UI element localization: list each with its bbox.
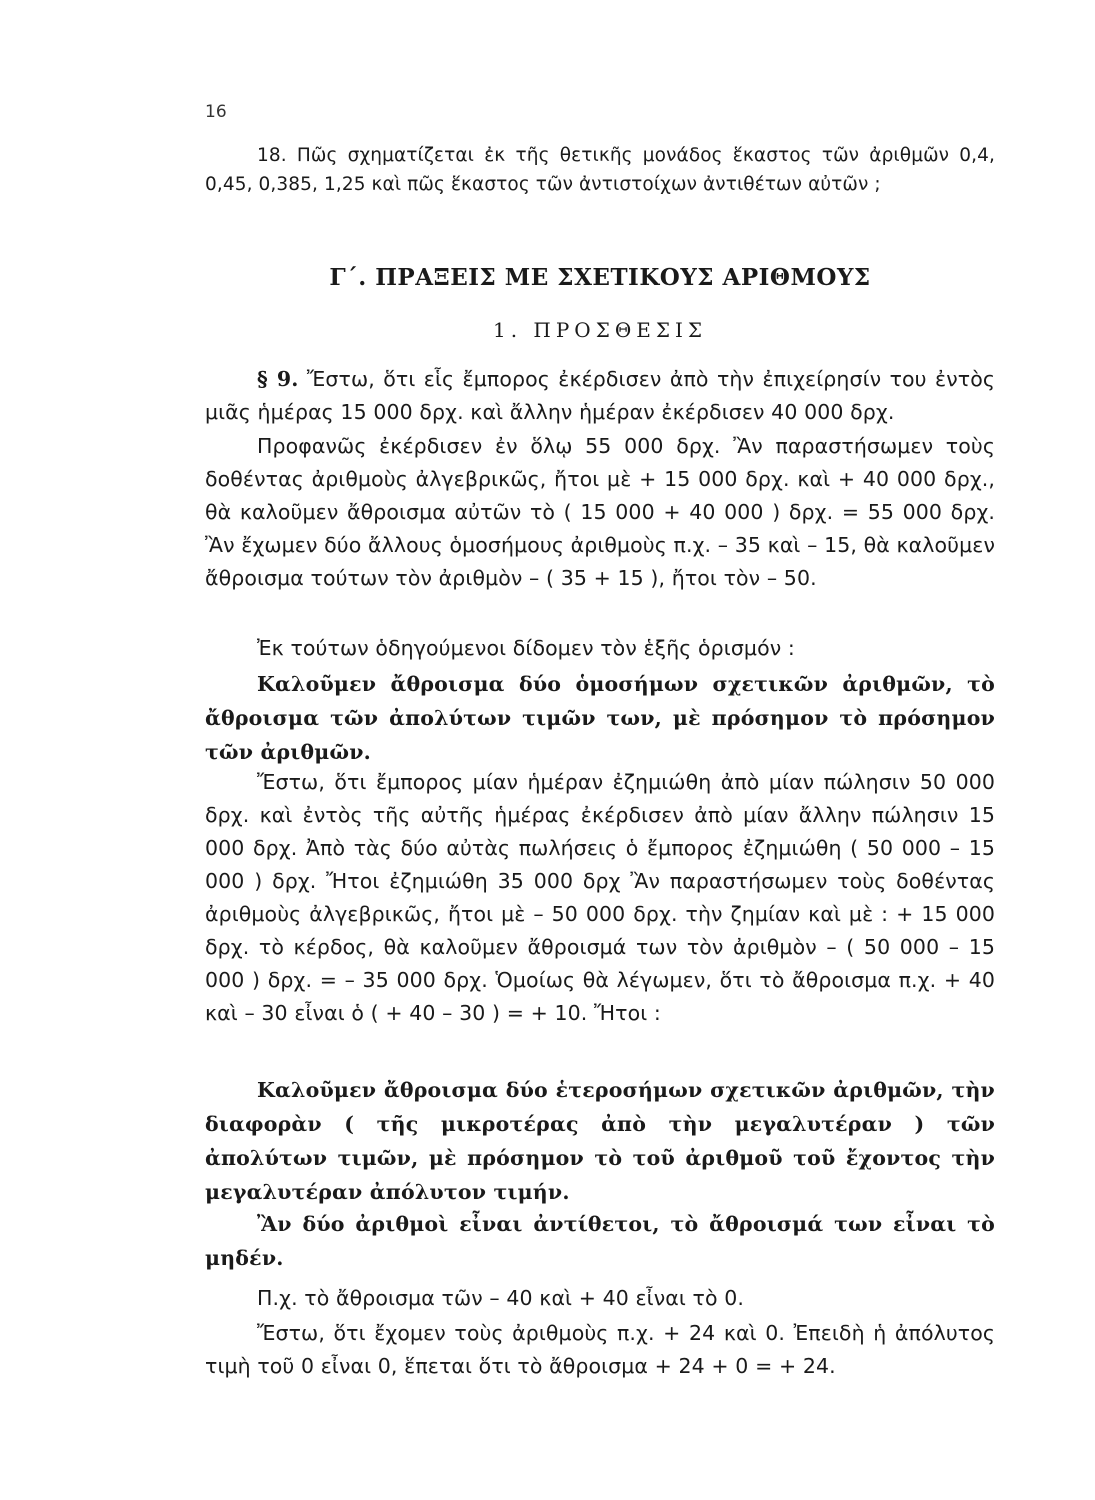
exercise-18: 18. Πῶς σχηματίζεται ἐκ τῆς θετικῆς μονάδος ἕκαστος τῶν ἀριθμῶν 0,4, 0,45, 0,385, 1,25 καὶ πῶς ἕκαστος τῶν ἀντιστοίχων ἀντιθέτων αὐτῶν ; bbox=[205, 145, 995, 195]
paragraph-2: Προφανῶς ἐκέρδισεν ἐν ὅλῳ 55 000 δρχ. Ἂν παραστήσωμεν τοὺς δοθέντας ἀριθμοὺς ἀλγεβρικῶς, ἤτοι μὲ + 15 000 δρχ. καὶ + 40 000 δρχ., θὰ καλοῦμεν ἄθροισμα αὐτῶν τὸ ( 15 000 + 40 000 ) δρχ. = 55 000 δρχ. Ἂν ἔχωμεν δύο ἄλλους ὁμοσήμους ἀριθμοὺς π.χ. – 35 καὶ – 15, θὰ καλοῦμεν ἄθροισμα τούτων τὸν ἀριθμὸν – ( 35 + 15 ), ἤτοι τὸν – 50. bbox=[205, 434, 995, 590]
definition-2: Καλοῦμεν ἄθροισμα δύο ἑτεροσήμων σχετικῶν ἀριθμῶν, τὴν διαφορὰν ( τῆς μικροτέρας ἀπὸ τὴν μεγαλυτέραν ) τῶν ἀπολύτων τιμῶν, μὲ πρόσημον τὸ τοῦ ἀριθμοῦ τοῦ ἔχοντος τὴν μεγαλυτέραν ἀπόλυτον τιμήν. bbox=[205, 1078, 995, 1204]
definition-3: Ἂν δύο ἀριθμοὶ εἶναι ἀντίθετοι, τὸ ἄθροισμά των εἶναι τὸ μηδέν. bbox=[205, 1212, 995, 1270]
section-heading: 1. ΠΡΟΣΘΕΣΙΣ bbox=[492, 318, 708, 342]
section-mark: § 9. bbox=[257, 367, 299, 391]
definition-1: Καλοῦμεν ἄθροισμα δύο ὁμοσήμων σχετικῶν ἀριθμῶν, τὸ ἄθροισμα τῶν ἀπολύτων τιμῶν των, μὲ πρόσημον τὸ πρόσημον τῶν ἀριθμῶν. bbox=[205, 672, 995, 764]
page-number: 16 bbox=[205, 102, 227, 122]
paragraph-4: Ἔστω, ὅτι ἔμπορος μίαν ἡμέραν ἐζημιώθη ἀπὸ μίαν πώλησιν 50 000 δρχ. καὶ ἐντὸς τῆς αὐτῆς ἡμέρας ἐκέρδισεν ἀπὸ μίαν ἄλλην πώλησιν 15 000 δρχ. Ἀπὸ τὰς δύο αὐτὰς πωλήσεις ὁ ἔμπορος ἐζημιώθη ( 50 000 – 15 000 ) δρχ. Ἤτοι ἐζημιώθη 35 000 δρχ Ἂν παραστήσωμεν τοὺς δοθέντας ἀριθμοὺς ἀλγεβρικῶς, ἤτοι μὲ – 50 000 δρχ. τὴν ζημίαν καὶ μὲ : + 15 000 δρχ. τὸ κέρδος, θὰ καλοῦμεν ἄθροισμά των τὸν ἀριθμὸν – ( 50 000 – 15 000 ) δρχ. = – 35 000 δρχ. Ὁμοίως θὰ λέγωμεν, ὅτι τὸ ἄθροισμα π.χ. + 40 καὶ – 30 εἶναι ὁ ( + 40 – 30 ) = + 10. Ἤτοι : bbox=[205, 770, 995, 1025]
chapter-heading: Γ΄. ΠΡΑΞΕΙΣ ΜΕ ΣΧΕΤΙΚΟΥΣ ΑΡΙΘΜΟΥΣ bbox=[329, 264, 871, 291]
paragraph-3: Ἐκ τούτων ὁδηγούμενοι δίδομεν τὸν ἑξῆς ὁρισμόν : bbox=[257, 636, 795, 660]
paragraph-5: Π.χ. τὸ ἄθροισμα τῶν – 40 καὶ + 40 εἶναι τὸ 0. bbox=[257, 1286, 745, 1310]
paragraph-1 bbox=[205, 363, 995, 429]
paragraph-1-text: Ἔστω, ὅτι εἷς ἔμπορος ἐκέρδισεν ἀπὸ τὴν ἐπιχείρησίν του ἐντὸς μιᾶς ἡμέρας 15 000 δρχ. καὶ ἄλλην ἡμέραν ἐκέρδισεν 40 000 δρχ. bbox=[205, 367, 995, 424]
paragraph-6: Ἔστω, ὅτι ἔχομεν τοὺς ἀριθμοὺς π.χ. + 24 καὶ 0. Ἐπειδὴ ἡ ἀπόλυτος τιμὴ τοῦ 0 εἶναι 0, ἕπεται ὅτι τὸ ἄθροισμα + 24 + 0 = + 24. bbox=[205, 1321, 995, 1378]
